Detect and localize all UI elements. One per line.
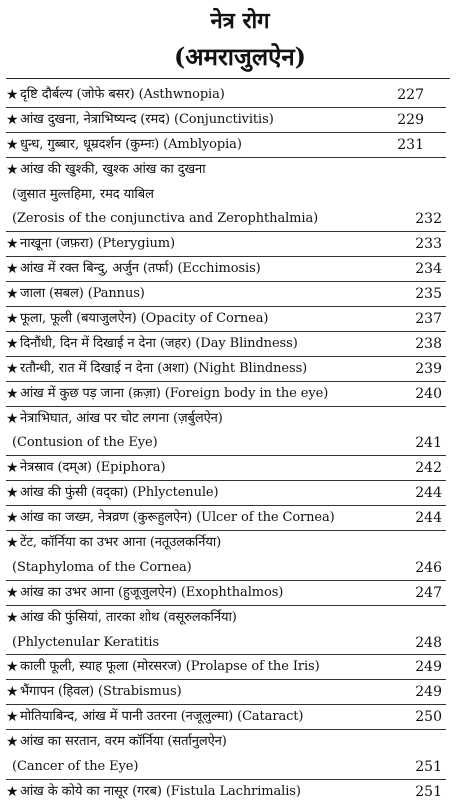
bullet-icon: ★ — [6, 510, 19, 527]
toc-row — [6, 506, 446, 531]
toc-entry-text: नेत्रस्राव (दम्अ) (Epiphora) — [20, 460, 166, 476]
toc-row — [6, 755, 446, 780]
toc-entry-text: आंख में रक्त बिन्दु, अर्जुन (तर्फा) (Ecchimosis) — [20, 261, 261, 277]
bullet-icon: ★ — [6, 410, 19, 427]
bullet-icon: ★ — [6, 460, 19, 477]
toc-entry-text: आंख में कुछ पड़ जाना (क़ज़ा) (Foreign body in the eye) — [20, 385, 329, 401]
toc-entry-text: टेंट, कॉर्निया का उभर आना (नतूउलकर्निया) — [20, 535, 222, 551]
toc-entry-text: आंख की फुंसी (वद्का) (Phlyctenule) — [20, 485, 219, 501]
toc-row — [6, 183, 446, 208]
bullet-icon: ★ — [6, 734, 19, 751]
page-subtitle: (अमराजुलऐन) — [173, 42, 307, 71]
bullet-icon: ★ — [6, 485, 19, 502]
toc-entry-text: आंख की खुश्की, खुश्क आंख का दुखना — [20, 161, 206, 177]
toc-entry-page: 247 — [415, 584, 442, 601]
toc-row — [6, 257, 446, 282]
top-divider — [6, 78, 450, 79]
bullet-icon: ★ — [6, 286, 19, 303]
toc-row — [6, 531, 446, 556]
toc-entry-page: 234 — [415, 261, 442, 278]
toc-entry-page: 241 — [415, 435, 442, 452]
toc-entry-page: 239 — [415, 360, 442, 377]
toc-entry-text: आंख का सरतान, वरम कॉर्निया (सर्तानुलऐन) — [20, 734, 227, 750]
bullet-icon: ★ — [6, 311, 19, 328]
toc-row — [6, 730, 446, 755]
bullet-icon: ★ — [6, 584, 19, 601]
toc-entry-text: (जुसात मुल्तहिमा, रमद याबिल — [12, 186, 154, 202]
toc-row — [6, 133, 446, 158]
toc-entry-text: भैंगापन (हिवल) (Strabismus) — [20, 684, 182, 700]
toc-entry-page: 240 — [415, 385, 442, 402]
toc-entry-text: धुन्ध, गुब्बार, धूम्रदर्शन (कुम्नः) (Amblyopia) — [20, 136, 242, 152]
toc-entry-text: फूला, फूली (बयाजुलऐन) (Opacity of Cornea) — [20, 311, 269, 327]
bullet-icon: ★ — [6, 87, 19, 103]
toc-entry-page: 244 — [415, 510, 442, 527]
bullet-icon: ★ — [6, 360, 19, 377]
toc-entry-text: काली फूली, स्याह फूला (मोरसरज) (Prolapse of the Iris) — [20, 659, 320, 675]
toc-entry-text: जाला (सबल) (Pannus) — [20, 286, 145, 302]
toc-row — [6, 282, 446, 307]
table-of-contents — [0, 83, 460, 805]
toc-entry-page: 242 — [415, 460, 442, 477]
toc-entry-page: 251 — [415, 759, 442, 776]
toc-entry-text: आंख की फुंसियां, तारका शोथ (वसूरुलकर्निया) — [20, 609, 237, 625]
toc-entry-page: 244 — [415, 485, 442, 502]
toc-entry-text: (Contusion of the Eye) — [12, 435, 158, 451]
toc-row — [6, 232, 446, 257]
toc-row — [6, 481, 446, 506]
toc-entry-page: 227 — [397, 87, 424, 103]
toc-entry-page: 250 — [415, 709, 442, 726]
toc-row — [6, 307, 446, 332]
bullet-icon: ★ — [6, 335, 19, 352]
toc-entry-text: नेत्राभिघात, आंख पर चोट लगना (ज़र्बुलऐन) — [20, 410, 223, 426]
toc-entry-text: दृष्टि दौर्बल्य (जोफे बसर) (Asthwnopia) — [20, 87, 225, 102]
toc-entry-text: मोतियाबिन्द, आंख में पानी उतरना (नजूलुल्मा) (Cataract) — [20, 709, 304, 725]
toc-entry-text: आंख दुखना, नेत्राभिष्यन्द (रमद) (Conjunctivitis) — [20, 111, 274, 127]
toc-entry-text: नाखूना (जफ़रा) (Pterygium) — [20, 236, 176, 252]
bullet-icon: ★ — [6, 535, 19, 552]
toc-entry-page: 249 — [415, 684, 442, 701]
toc-row — [6, 655, 446, 680]
toc-entry-page: 232 — [415, 211, 442, 228]
bullet-icon: ★ — [6, 161, 19, 178]
toc-row — [6, 207, 446, 232]
toc-row — [6, 581, 446, 606]
toc-row — [6, 108, 446, 133]
toc-entry-page: 233 — [415, 236, 442, 253]
bullet-icon: ★ — [6, 236, 19, 253]
toc-row — [6, 407, 446, 432]
toc-row — [6, 382, 446, 407]
toc-entry-text: रतौन्धी, रात में दिखाई न देना (अशा) (Night Blindness) — [20, 360, 308, 376]
toc-entry-text: आंख का जख्म, नेत्रव्रण (कुरूहुलऐन) (Ulcer of the Cornea) — [20, 510, 335, 526]
page-title: नेत्र रोग — [210, 8, 270, 34]
toc-row — [6, 431, 446, 456]
toc-entry-page: 229 — [397, 111, 424, 128]
toc-entry-page: 238 — [415, 335, 442, 352]
toc-entry-text: (Cancer of the Eye) — [12, 759, 139, 775]
toc-row — [6, 456, 446, 481]
bullet-icon: ★ — [6, 385, 19, 402]
toc-entry-text: आंख का उभर आना (हुजूजुलऐन) (Exophthalmos) — [20, 584, 284, 600]
toc-row — [6, 631, 446, 656]
toc-row — [6, 83, 446, 108]
bullet-icon: ★ — [6, 783, 19, 800]
toc-entry-text: (Zerosis of the conjunctiva and Zerophthalmia) — [12, 211, 319, 227]
toc-entry-page: 231 — [397, 136, 424, 153]
toc-entry-text: दिनौंधी, दिन में दिखाई न देना (जहर) (Day Blindness) — [20, 335, 298, 351]
toc-entry-text: (Phlyctenular Keratitis — [12, 634, 160, 650]
toc-row — [6, 606, 446, 631]
bullet-icon: ★ — [6, 261, 19, 278]
toc-row — [6, 357, 446, 382]
toc-row — [6, 680, 446, 705]
toc-entry-page: 251 — [415, 783, 442, 800]
toc-row — [6, 332, 446, 357]
toc-entry-text: (Staphyloma of the Cornea) — [12, 559, 192, 575]
toc-entry-page: 249 — [415, 659, 442, 676]
bullet-icon: ★ — [6, 684, 19, 701]
toc-entry-page: 246 — [415, 559, 442, 576]
bullet-icon: ★ — [6, 136, 19, 153]
toc-entry-page: 237 — [415, 311, 442, 328]
toc-entry-page: 235 — [415, 286, 442, 303]
toc-row — [6, 158, 446, 183]
toc-row — [6, 556, 446, 581]
bullet-icon: ★ — [6, 659, 19, 676]
bullet-icon: ★ — [6, 709, 19, 726]
bullet-icon: ★ — [6, 609, 19, 626]
toc-entry-page: 248 — [415, 634, 442, 651]
toc-entry-text: आंख के कोये का नासूर (गरब) (Fistula Lachrimalis) — [20, 783, 301, 799]
toc-row — [6, 780, 446, 805]
bullet-icon: ★ — [6, 111, 19, 128]
